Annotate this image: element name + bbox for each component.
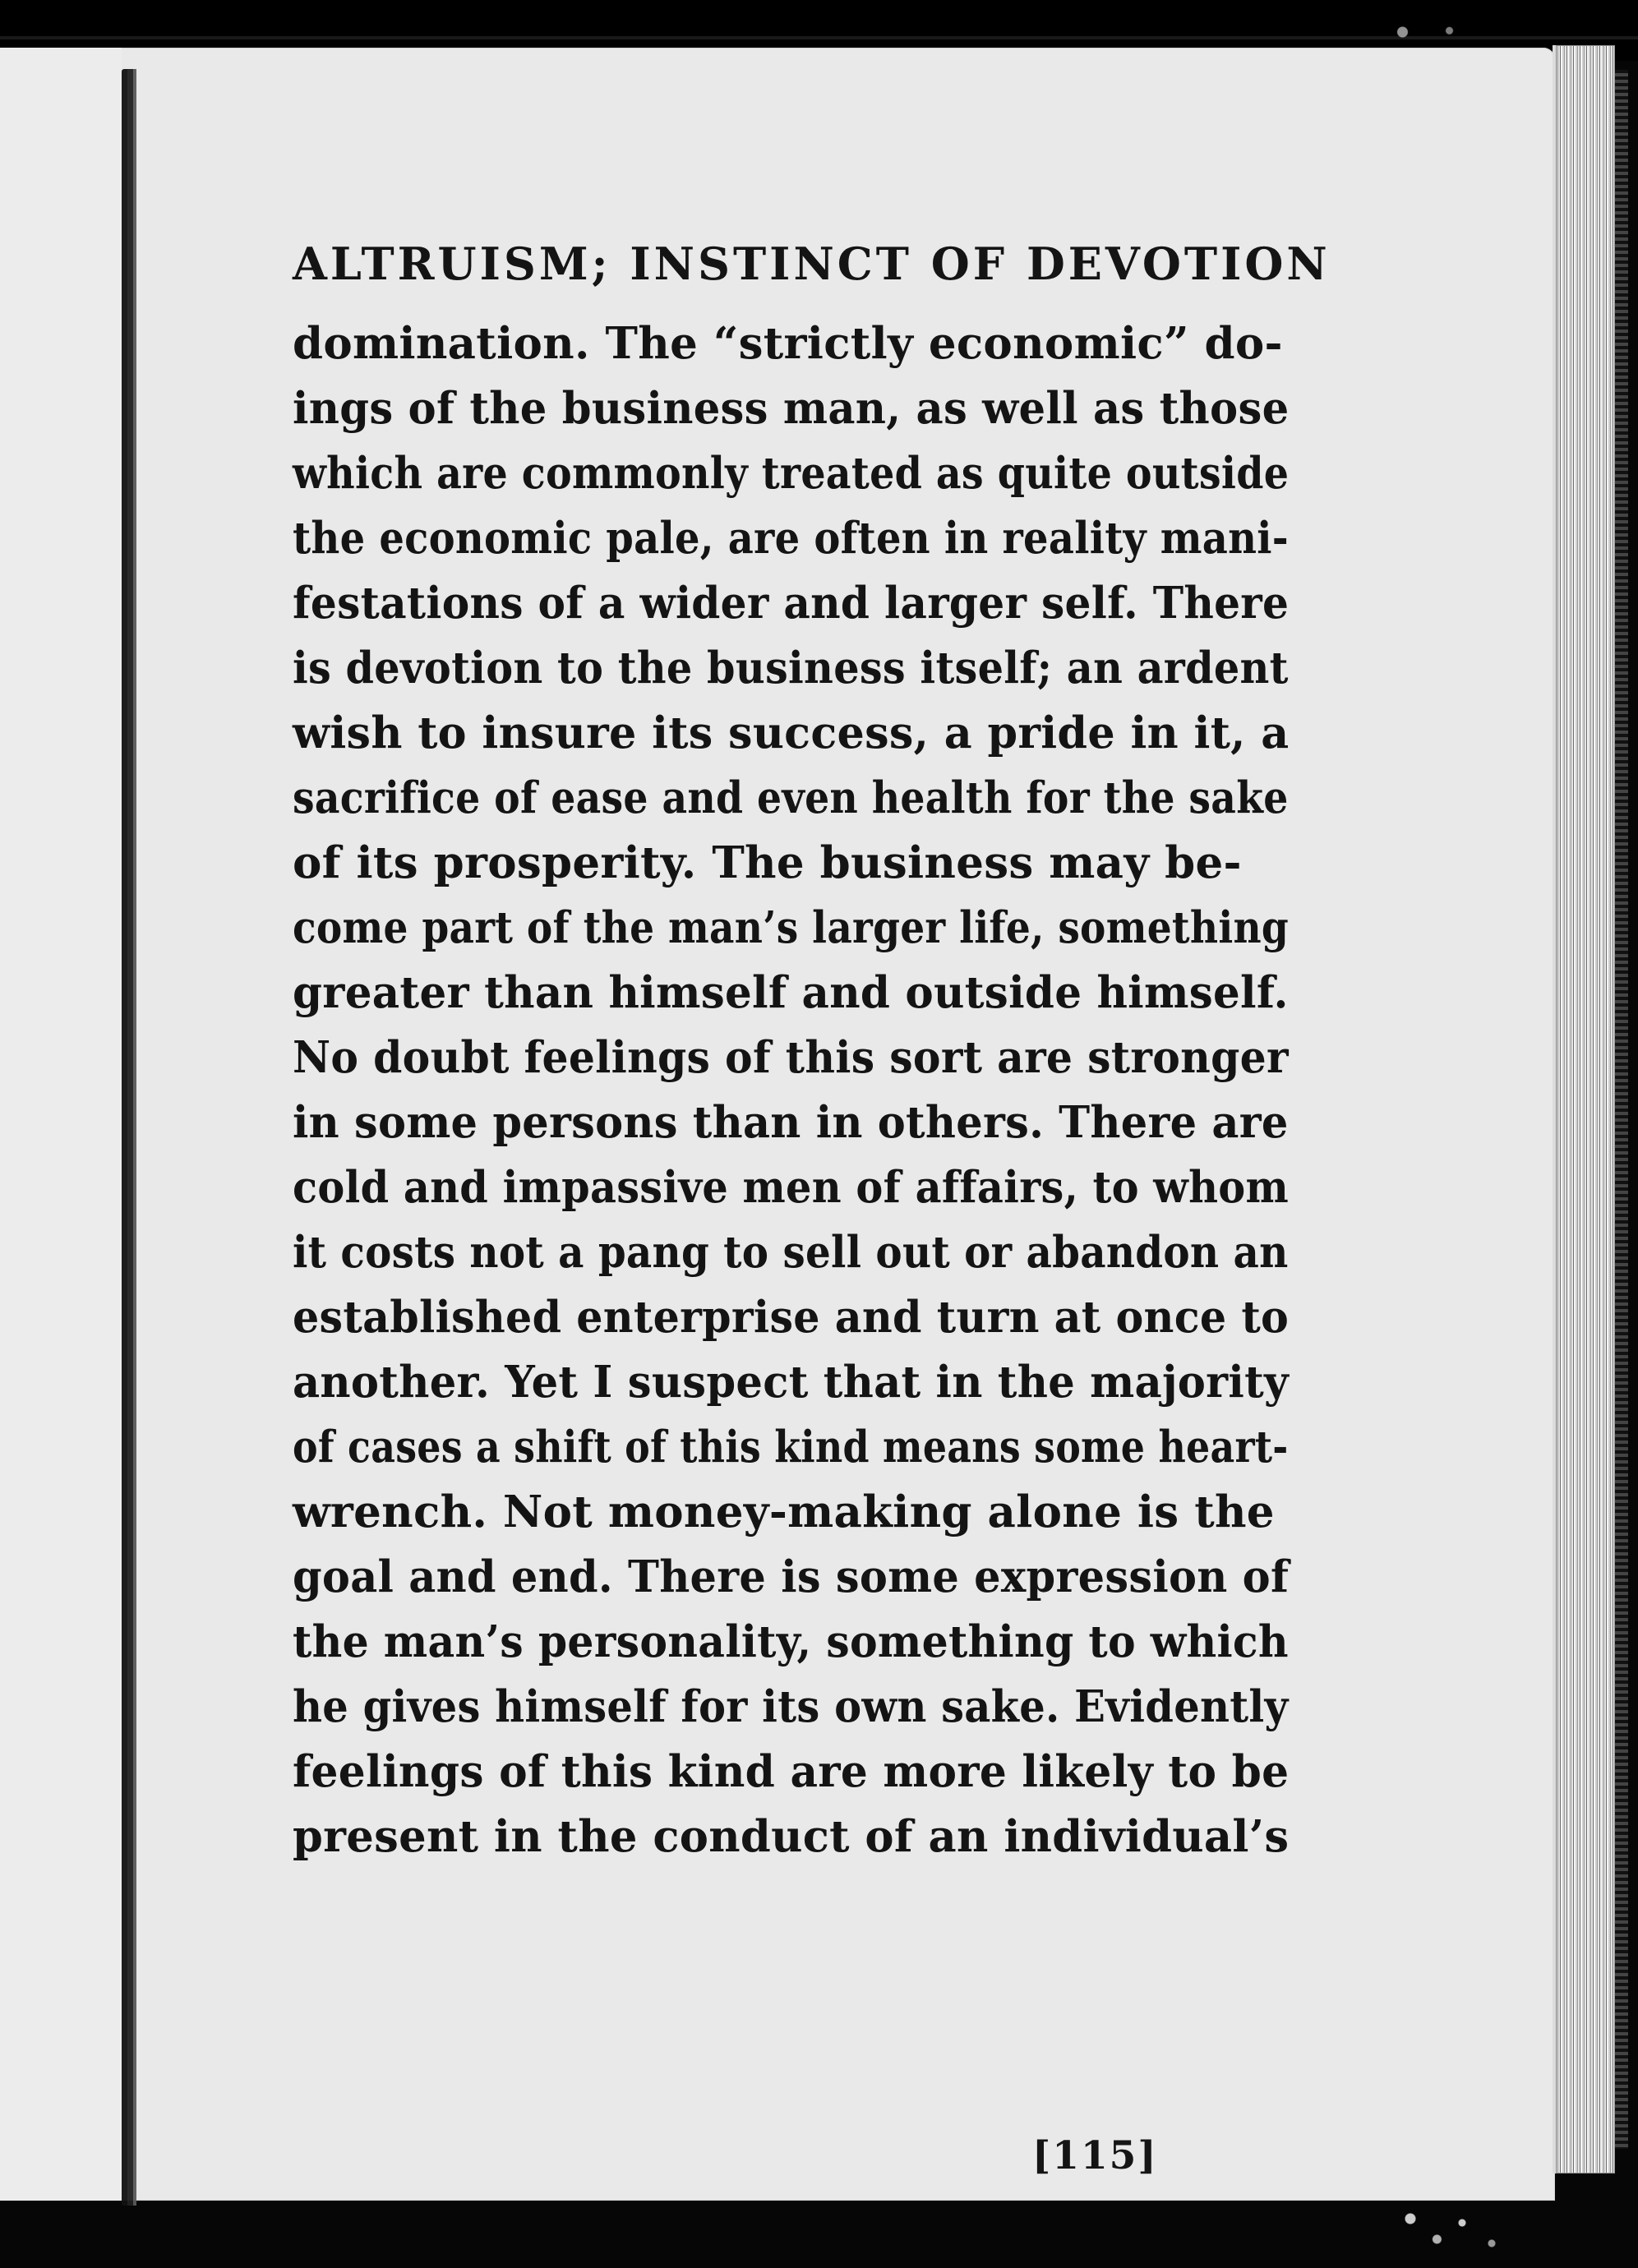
page-number: [115]	[1032, 2133, 1158, 2178]
text-line-16: established enterprise and turn at once to	[293, 1292, 1290, 1343]
text-line-14: cold and impassive men of affairs, to whom	[293, 1162, 1289, 1213]
text-line-05: festations of a wider and larger self. There	[293, 578, 1290, 629]
text-line-23: feelings of this kind are more likely to be	[293, 1746, 1290, 1797]
text-line-22: he gives himself for its own sake. Evidently	[293, 1681, 1289, 1732]
scan-noise	[1381, 2186, 1529, 2268]
book-gutter	[122, 69, 145, 2206]
text-line-15: it costs not a pang to sell out or abandon an	[293, 1227, 1289, 1278]
text-line-03: which are commonly treated as quite outside	[293, 448, 1290, 499]
page-edge	[1553, 45, 1615, 2174]
text-line-06: is devotion to the business itself; an ardent	[293, 643, 1289, 694]
text-line-17: another. Yet I suspect that in the majority	[293, 1357, 1290, 1408]
text-line-04: the economic pale, are often in reality mani-	[293, 513, 1289, 564]
text-line-10: come part of the man’s larger life, something	[293, 902, 1290, 953]
text-line-20: goal and end. There is some expression of	[293, 1551, 1290, 1602]
page-text-block	[293, 237, 1331, 2178]
text-line-18: of cases a shift of this kind means some heart-	[293, 1422, 1289, 1473]
text-line-12: No doubt feelings of this sort are stronger	[293, 1032, 1289, 1083]
text-line-24: present in the conduct of an individual’s	[293, 1811, 1290, 1862]
text-line-09: of its prosperity. The business may be-	[293, 837, 1242, 888]
text-line-02: ings of the business man, as well as those	[293, 383, 1290, 434]
left-margin	[0, 48, 122, 2201]
text-line-11: greater than himself and outside himself.	[293, 967, 1289, 1018]
running-header: ALTRUISM; INSTINCT OF DEVOTION	[293, 237, 1331, 290]
text-line-21: the man’s personality, something to which	[293, 1616, 1289, 1667]
text-line-19: wrench. Not money-making alone is the	[293, 1487, 1275, 1537]
text-line-07: wish to insure its success, a pride in it, a	[293, 708, 1290, 758]
text-line-01: domination. The “strictly economic” do-	[293, 318, 1283, 369]
text-line-08: sacrifice of ease and even health for the sake	[293, 772, 1289, 823]
text-line-13: in some persons than in others. There are	[293, 1097, 1289, 1148]
